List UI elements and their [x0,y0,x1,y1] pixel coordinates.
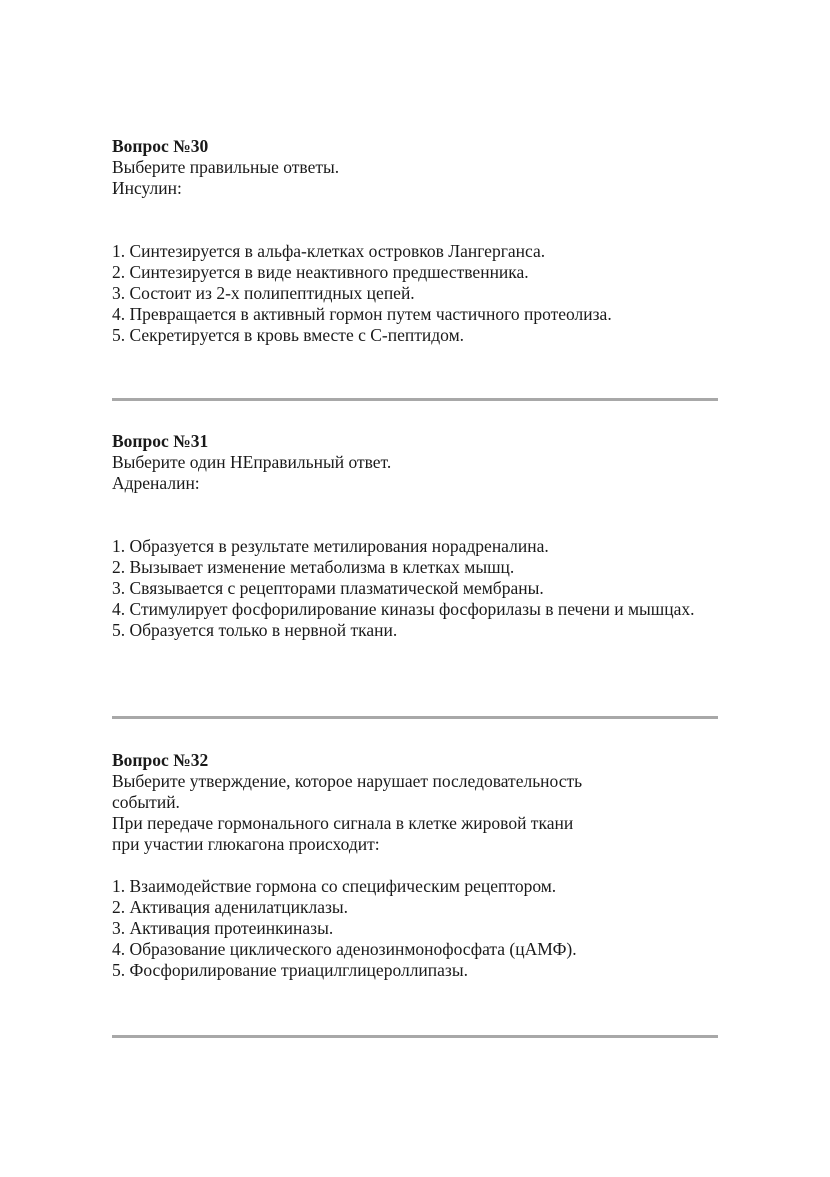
question-title: Вопрос №32 [112,750,209,770]
answer-option-3: 3. Связывается с рецепторами плазматической мембраны. [112,578,544,598]
question-instruction: Выберите правильные ответы. [112,157,340,177]
question-title: Вопрос №31 [112,431,209,451]
section-divider [112,1035,718,1038]
question-32 [112,750,722,981]
question-30 [112,136,722,346]
section-divider [112,716,718,719]
spacer [112,855,722,876]
answer-list [112,241,722,346]
answer-option-5: 5. Фосфорилирование триацилглицероллипазы. [112,960,468,980]
section-divider [112,398,718,401]
question-31 [112,431,722,641]
question-subject: Инсулин: [112,178,182,198]
answer-option-4: 4. Превращается в активный гормон путем частичного протеолиза. [112,304,612,324]
answer-option-5: 5. Образуется только в нервной ткани. [112,620,398,640]
answer-option-2: 2. Вызывает изменение метаболизма в клетках мышц. [112,557,515,577]
answer-option-2: 2. Синтезируется в виде неактивного предшественника. [112,262,529,282]
answer-option-4: 4. Образование циклического аденозинмонофосфата (цАМФ). [112,939,577,959]
answer-option-3: 3. Состоит из 2-х полипептидных цепей. [112,283,415,303]
answer-option-5: 5. Секретируется в кровь вместе с С-пептидом. [112,325,465,345]
question-context-cont: при участии глюкагона происходит: [112,834,380,854]
spacer [112,494,722,536]
question-context: При передаче гормонального сигнала в клетке жировой ткани [112,813,574,833]
question-subject: Адреналин: [112,473,200,493]
answer-option-2: 2. Активация аденилатциклазы. [112,897,349,917]
question-instruction: Выберите утверждение, которое нарушает последовательность [112,771,583,791]
answer-option-1: 1. Синтезируется в альфа-клетках островков Лангерганса. [112,241,546,261]
answer-option-3: 3. Активация протеинкиназы. [112,918,334,938]
question-instruction: Выберите один НЕправильный ответ. [112,452,392,472]
spacer [112,199,722,241]
question-instruction-cont: событий. [112,792,180,812]
answer-option-1: 1. Образуется в результате метилирования норадреналина. [112,536,549,556]
answer-option-4: 4. Стимулирует фосфорилирование киназы фосфорилазы в печени и мышцах. [112,599,695,619]
answer-option-1: 1. Взаимодействие гормона со специфическим рецептором. [112,876,557,896]
question-title: Вопрос №30 [112,136,209,156]
answer-list [112,536,722,641]
answer-list [112,876,722,981]
